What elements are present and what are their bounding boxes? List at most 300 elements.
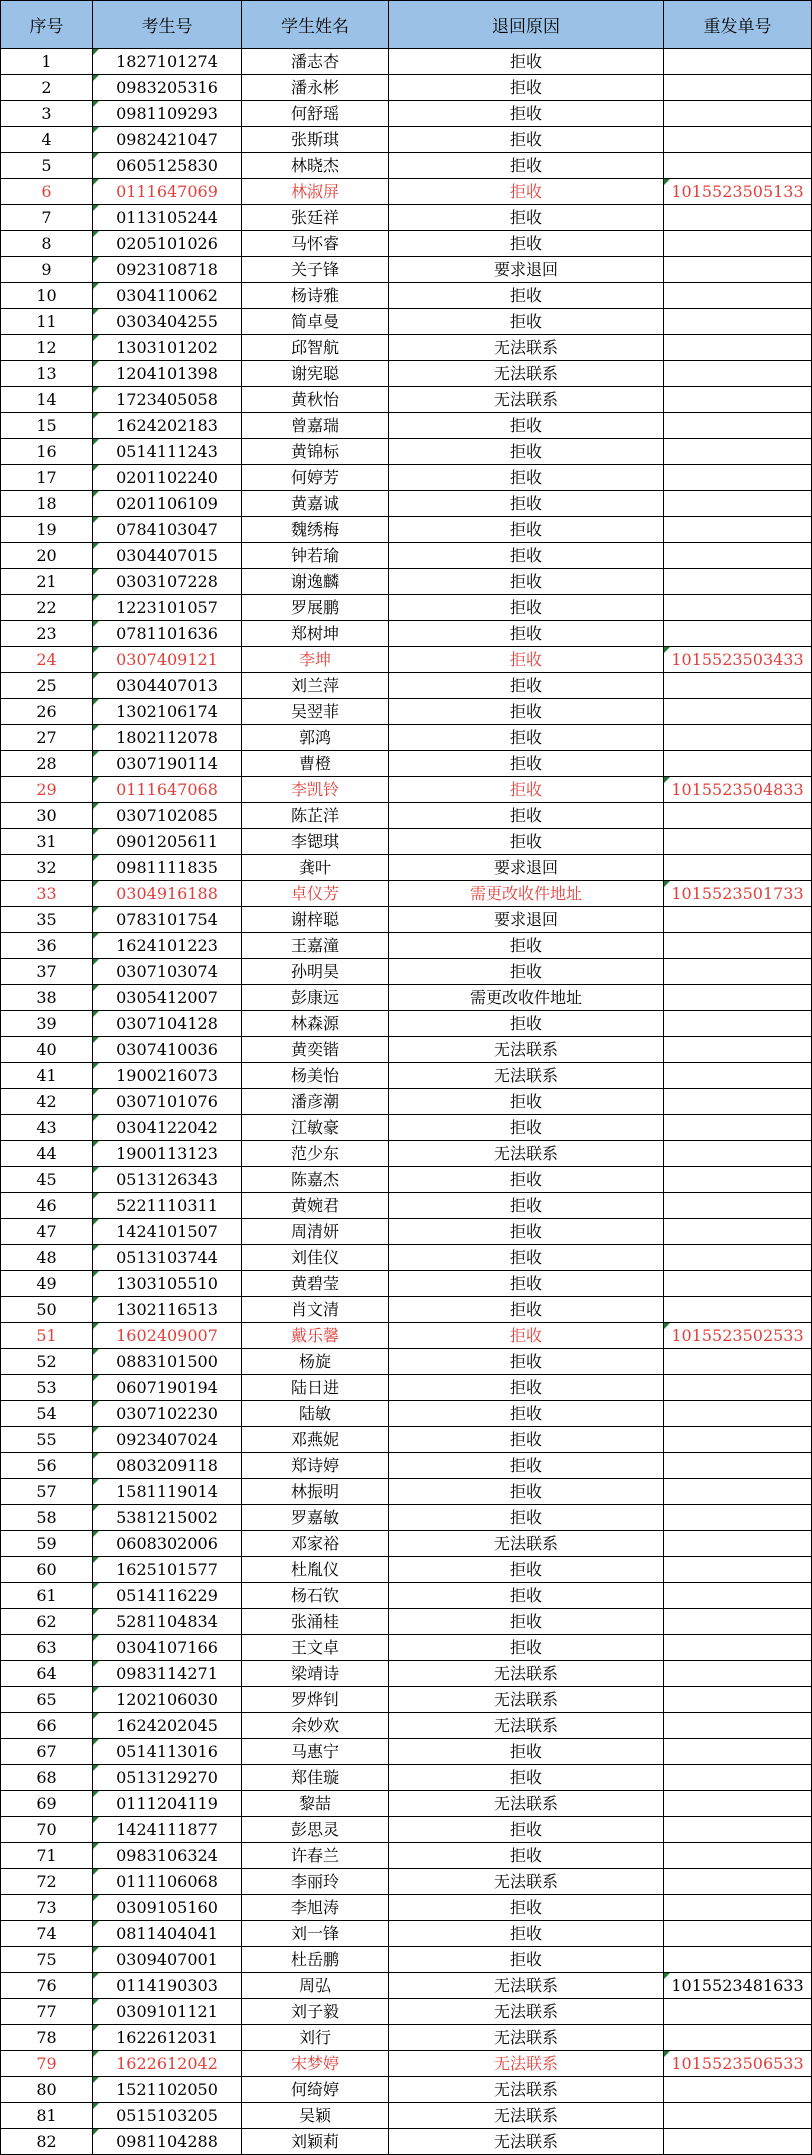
cell-resend-number[interactable] (664, 517, 812, 543)
cell-student-name[interactable]: 简卓曼 (242, 309, 389, 335)
cell-exam-id[interactable]: 0307102230 (93, 1401, 242, 1427)
cell-return-reason[interactable]: 无法联系 (389, 387, 664, 413)
cell-seq[interactable]: 55 (1, 1427, 93, 1453)
cell-resend-number[interactable] (664, 491, 812, 517)
cell-return-reason[interactable]: 无法联系 (389, 1687, 664, 1713)
cell-student-name[interactable]: 龚叶 (242, 855, 389, 881)
cell-resend-number[interactable] (664, 1453, 812, 1479)
cell-exam-id[interactable]: 5381215002 (93, 1505, 242, 1531)
cell-exam-id[interactable]: 1622612031 (93, 2025, 242, 2051)
cell-seq[interactable]: 64 (1, 1661, 93, 1687)
cell-student-name[interactable]: 陆敏 (242, 1401, 389, 1427)
cell-exam-id[interactable]: 0305412007 (93, 985, 242, 1011)
cell-exam-id[interactable]: 0514116229 (93, 1583, 242, 1609)
cell-seq[interactable]: 33 (1, 881, 93, 907)
cell-resend-number[interactable] (664, 1063, 812, 1089)
cell-exam-id[interactable]: 0201106109 (93, 491, 242, 517)
cell-exam-id[interactable]: 1624101223 (93, 933, 242, 959)
cell-resend-number[interactable]: 1015523502533 (664, 1323, 812, 1349)
cell-seq[interactable]: 52 (1, 1349, 93, 1375)
cell-student-name[interactable]: 黄碧莹 (242, 1271, 389, 1297)
cell-return-reason[interactable]: 拒收 (389, 1583, 664, 1609)
cell-exam-id[interactable]: 0983114271 (93, 1661, 242, 1687)
cell-resend-number[interactable] (664, 101, 812, 127)
cell-seq[interactable]: 74 (1, 1921, 93, 1947)
cell-seq[interactable]: 48 (1, 1245, 93, 1271)
cell-student-name[interactable]: 林晓杰 (242, 153, 389, 179)
cell-student-name[interactable]: 周弘 (242, 1973, 389, 1999)
cell-student-name[interactable]: 张廷祥 (242, 205, 389, 231)
cell-resend-number[interactable] (664, 1869, 812, 1895)
cell-return-reason[interactable]: 无法联系 (389, 2051, 664, 2077)
cell-exam-id[interactable]: 0513126343 (93, 1167, 242, 1193)
cell-student-name[interactable]: 关子锋 (242, 257, 389, 283)
header-student-name[interactable]: 学生姓名 (242, 1, 389, 49)
cell-seq[interactable]: 68 (1, 1765, 93, 1791)
cell-resend-number[interactable] (664, 387, 812, 413)
cell-resend-number[interactable] (664, 2077, 812, 2103)
cell-student-name[interactable]: 邱智航 (242, 335, 389, 361)
cell-return-reason[interactable]: 无法联系 (389, 2103, 664, 2129)
cell-return-reason[interactable]: 拒收 (389, 1375, 664, 1401)
cell-seq[interactable]: 27 (1, 725, 93, 751)
cell-seq[interactable]: 78 (1, 2025, 93, 2051)
cell-student-name[interactable]: 郭鸿 (242, 725, 389, 751)
cell-seq[interactable]: 9 (1, 257, 93, 283)
cell-return-reason[interactable]: 拒收 (389, 75, 664, 101)
cell-student-name[interactable]: 刘佳仪 (242, 1245, 389, 1271)
cell-student-name[interactable]: 林森源 (242, 1011, 389, 1037)
cell-exam-id[interactable]: 1302106174 (93, 699, 242, 725)
cell-seq[interactable]: 10 (1, 283, 93, 309)
cell-student-name[interactable]: 许春兰 (242, 1843, 389, 1869)
cell-return-reason[interactable]: 无法联系 (389, 1713, 664, 1739)
cell-student-name[interactable]: 郑佳璇 (242, 1765, 389, 1791)
cell-seq[interactable]: 79 (1, 2051, 93, 2077)
cell-exam-id[interactable]: 1303101202 (93, 335, 242, 361)
cell-student-name[interactable]: 孙明昊 (242, 959, 389, 985)
cell-student-name[interactable]: 郑诗婷 (242, 1453, 389, 1479)
cell-seq[interactable]: 16 (1, 439, 93, 465)
cell-seq[interactable]: 75 (1, 1947, 93, 1973)
cell-exam-id[interactable]: 0981111835 (93, 855, 242, 881)
cell-return-reason[interactable]: 需更改收件地址 (389, 985, 664, 1011)
cell-return-reason[interactable]: 要求退回 (389, 907, 664, 933)
cell-return-reason[interactable]: 拒收 (389, 1271, 664, 1297)
cell-exam-id[interactable]: 0307409121 (93, 647, 242, 673)
cell-resend-number[interactable] (664, 1635, 812, 1661)
cell-student-name[interactable]: 黄秋怡 (242, 387, 389, 413)
cell-exam-id[interactable]: 1802112078 (93, 725, 242, 751)
cell-resend-number[interactable] (664, 569, 812, 595)
cell-resend-number[interactable] (664, 829, 812, 855)
cell-return-reason[interactable]: 拒收 (389, 1089, 664, 1115)
cell-return-reason[interactable]: 拒收 (389, 1297, 664, 1323)
cell-student-name[interactable]: 曾嘉瑞 (242, 413, 389, 439)
cell-seq[interactable]: 23 (1, 621, 93, 647)
cell-return-reason[interactable]: 无法联系 (389, 1661, 664, 1687)
cell-seq[interactable]: 25 (1, 673, 93, 699)
cell-resend-number[interactable] (664, 1609, 812, 1635)
cell-exam-id[interactable]: 0983205316 (93, 75, 242, 101)
cell-return-reason[interactable]: 无法联系 (389, 1973, 664, 1999)
cell-resend-number[interactable] (664, 231, 812, 257)
cell-exam-id[interactable]: 0981104288 (93, 2129, 242, 2155)
cell-student-name[interactable]: 杜岳鹏 (242, 1947, 389, 1973)
cell-resend-number[interactable] (664, 985, 812, 1011)
cell-return-reason[interactable]: 无法联系 (389, 335, 664, 361)
cell-student-name[interactable]: 何婷芳 (242, 465, 389, 491)
cell-resend-number[interactable] (664, 2025, 812, 2051)
cell-student-name[interactable]: 梁靖诗 (242, 1661, 389, 1687)
cell-resend-number[interactable] (664, 621, 812, 647)
cell-student-name[interactable]: 谢梓聪 (242, 907, 389, 933)
cell-seq[interactable]: 44 (1, 1141, 93, 1167)
cell-resend-number[interactable] (664, 543, 812, 569)
cell-exam-id[interactable]: 0513103744 (93, 1245, 242, 1271)
cell-student-name[interactable]: 林淑屏 (242, 179, 389, 205)
cell-return-reason[interactable]: 拒收 (389, 1323, 664, 1349)
cell-exam-id[interactable]: 0304407015 (93, 543, 242, 569)
cell-resend-number[interactable] (664, 1843, 812, 1869)
cell-student-name[interactable]: 肖文清 (242, 1297, 389, 1323)
cell-return-reason[interactable]: 拒收 (389, 205, 664, 231)
cell-return-reason[interactable]: 需更改收件地址 (389, 881, 664, 907)
cell-seq[interactable]: 63 (1, 1635, 93, 1661)
cell-seq[interactable]: 80 (1, 2077, 93, 2103)
cell-student-name[interactable]: 杨石钦 (242, 1583, 389, 1609)
cell-return-reason[interactable]: 无法联系 (389, 2077, 664, 2103)
cell-return-reason[interactable]: 要求退回 (389, 257, 664, 283)
cell-student-name[interactable]: 杨美怡 (242, 1063, 389, 1089)
cell-seq[interactable]: 32 (1, 855, 93, 881)
cell-seq[interactable]: 42 (1, 1089, 93, 1115)
cell-seq[interactable]: 82 (1, 2129, 93, 2155)
cell-student-name[interactable]: 周清妍 (242, 1219, 389, 1245)
cell-resend-number[interactable] (664, 595, 812, 621)
cell-return-reason[interactable]: 拒收 (389, 1609, 664, 1635)
cell-seq[interactable]: 39 (1, 1011, 93, 1037)
cell-student-name[interactable]: 马惠宁 (242, 1739, 389, 1765)
cell-exam-id[interactable]: 0605125830 (93, 153, 242, 179)
cell-return-reason[interactable]: 拒收 (389, 647, 664, 673)
cell-seq[interactable]: 36 (1, 933, 93, 959)
cell-student-name[interactable]: 罗展鹏 (242, 595, 389, 621)
cell-resend-number[interactable] (664, 439, 812, 465)
cell-return-reason[interactable]: 拒收 (389, 959, 664, 985)
cell-seq[interactable]: 13 (1, 361, 93, 387)
cell-return-reason[interactable]: 拒收 (389, 621, 664, 647)
cell-student-name[interactable]: 彭康远 (242, 985, 389, 1011)
cell-exam-id[interactable]: 0307410036 (93, 1037, 242, 1063)
cell-seq[interactable]: 30 (1, 803, 93, 829)
cell-resend-number[interactable] (664, 1713, 812, 1739)
cell-exam-id[interactable]: 0784103047 (93, 517, 242, 543)
cell-exam-id[interactable]: 0307104128 (93, 1011, 242, 1037)
cell-seq[interactable]: 7 (1, 205, 93, 231)
cell-return-reason[interactable]: 拒收 (389, 673, 664, 699)
cell-exam-id[interactable]: 0309407001 (93, 1947, 242, 1973)
cell-return-reason[interactable]: 拒收 (389, 1843, 664, 1869)
cell-exam-id[interactable]: 0307190114 (93, 751, 242, 777)
cell-resend-number[interactable] (664, 751, 812, 777)
cell-seq[interactable]: 12 (1, 335, 93, 361)
cell-exam-id[interactable]: 0781101636 (93, 621, 242, 647)
cell-resend-number[interactable] (664, 2103, 812, 2129)
cell-return-reason[interactable]: 拒收 (389, 1739, 664, 1765)
cell-exam-id[interactable]: 5281104834 (93, 1609, 242, 1635)
cell-seq[interactable]: 26 (1, 699, 93, 725)
cell-seq[interactable]: 14 (1, 387, 93, 413)
cell-resend-number[interactable] (664, 1271, 812, 1297)
cell-seq[interactable]: 72 (1, 1869, 93, 1895)
cell-exam-id[interactable]: 0608302006 (93, 1531, 242, 1557)
cell-exam-id[interactable]: 0304916188 (93, 881, 242, 907)
cell-student-name[interactable]: 罗嘉敏 (242, 1505, 389, 1531)
cell-resend-number[interactable]: 1015523506533 (664, 2051, 812, 2077)
cell-exam-id[interactable]: 0607190194 (93, 1375, 242, 1401)
cell-return-reason[interactable]: 拒收 (389, 569, 664, 595)
cell-resend-number[interactable] (664, 1401, 812, 1427)
cell-student-name[interactable]: 王嘉潼 (242, 933, 389, 959)
cell-resend-number[interactable] (664, 1219, 812, 1245)
cell-seq[interactable]: 46 (1, 1193, 93, 1219)
cell-seq[interactable]: 38 (1, 985, 93, 1011)
cell-exam-id[interactable]: 0983106324 (93, 1843, 242, 1869)
cell-return-reason[interactable]: 拒收 (389, 1219, 664, 1245)
cell-exam-id[interactable]: 0309101121 (93, 1999, 242, 2025)
cell-return-reason[interactable]: 拒收 (389, 491, 664, 517)
cell-exam-id[interactable]: 0923108718 (93, 257, 242, 283)
cell-exam-id[interactable]: 1625101577 (93, 1557, 242, 1583)
cell-exam-id[interactable]: 1521102050 (93, 2077, 242, 2103)
cell-resend-number[interactable] (664, 1895, 812, 1921)
cell-student-name[interactable]: 黄奕锴 (242, 1037, 389, 1063)
cell-seq[interactable]: 4 (1, 127, 93, 153)
cell-seq[interactable]: 50 (1, 1297, 93, 1323)
cell-student-name[interactable]: 宋梦婷 (242, 2051, 389, 2077)
cell-resend-number[interactable]: 1015523481633 (664, 1973, 812, 1999)
cell-seq[interactable]: 71 (1, 1843, 93, 1869)
cell-return-reason[interactable]: 无法联系 (389, 1141, 664, 1167)
cell-seq[interactable]: 66 (1, 1713, 93, 1739)
cell-return-reason[interactable]: 拒收 (389, 1947, 664, 1973)
cell-student-name[interactable]: 余妙欢 (242, 1713, 389, 1739)
cell-resend-number[interactable] (664, 1557, 812, 1583)
cell-exam-id[interactable]: 0307101076 (93, 1089, 242, 1115)
cell-seq[interactable]: 1 (1, 49, 93, 75)
cell-return-reason[interactable]: 拒收 (389, 933, 664, 959)
cell-exam-id[interactable]: 1900216073 (93, 1063, 242, 1089)
cell-student-name[interactable]: 谢逸麟 (242, 569, 389, 595)
cell-exam-id[interactable]: 1602409007 (93, 1323, 242, 1349)
cell-return-reason[interactable]: 拒收 (389, 829, 664, 855)
cell-seq[interactable]: 51 (1, 1323, 93, 1349)
cell-seq[interactable]: 17 (1, 465, 93, 491)
cell-student-name[interactable]: 李凯铃 (242, 777, 389, 803)
cell-student-name[interactable]: 陈嘉杰 (242, 1167, 389, 1193)
cell-seq[interactable]: 47 (1, 1219, 93, 1245)
cell-resend-number[interactable] (664, 75, 812, 101)
cell-seq[interactable]: 11 (1, 309, 93, 335)
cell-student-name[interactable]: 郑树坤 (242, 621, 389, 647)
cell-seq[interactable]: 60 (1, 1557, 93, 1583)
cell-resend-number[interactable] (664, 465, 812, 491)
cell-exam-id[interactable]: 0515103205 (93, 2103, 242, 2129)
cell-student-name[interactable]: 刘颖莉 (242, 2129, 389, 2155)
cell-exam-id[interactable]: 1723405058 (93, 387, 242, 413)
cell-return-reason[interactable]: 无法联系 (389, 1037, 664, 1063)
cell-student-name[interactable]: 黎喆 (242, 1791, 389, 1817)
cell-exam-id[interactable]: 0307102085 (93, 803, 242, 829)
cell-exam-id[interactable]: 1424101507 (93, 1219, 242, 1245)
cell-resend-number[interactable] (664, 1167, 812, 1193)
cell-exam-id[interactable]: 1624202045 (93, 1713, 242, 1739)
header-resend-number[interactable]: 重发单号 (664, 1, 812, 49)
cell-seq[interactable]: 8 (1, 231, 93, 257)
cell-student-name[interactable]: 范少东 (242, 1141, 389, 1167)
cell-student-name[interactable]: 陈芷洋 (242, 803, 389, 829)
cell-resend-number[interactable] (664, 335, 812, 361)
cell-seq[interactable]: 61 (1, 1583, 93, 1609)
cell-student-name[interactable]: 邓燕妮 (242, 1427, 389, 1453)
header-seq[interactable]: 序号 (1, 1, 93, 49)
cell-resend-number[interactable] (664, 309, 812, 335)
cell-student-name[interactable]: 杨旋 (242, 1349, 389, 1375)
cell-student-name[interactable]: 钟若瑜 (242, 543, 389, 569)
cell-student-name[interactable]: 杨诗雅 (242, 283, 389, 309)
cell-student-name[interactable]: 李旭涛 (242, 1895, 389, 1921)
cell-exam-id[interactable]: 0514111243 (93, 439, 242, 465)
cell-exam-id[interactable]: 5221110311 (93, 1193, 242, 1219)
cell-return-reason[interactable]: 无法联系 (389, 1999, 664, 2025)
cell-return-reason[interactable]: 拒收 (389, 1635, 664, 1661)
cell-seq[interactable]: 62 (1, 1609, 93, 1635)
cell-return-reason[interactable]: 拒收 (389, 1557, 664, 1583)
cell-seq[interactable]: 70 (1, 1817, 93, 1843)
cell-return-reason[interactable]: 拒收 (389, 1765, 664, 1791)
cell-return-reason[interactable]: 拒收 (389, 1011, 664, 1037)
cell-return-reason[interactable]: 拒收 (389, 1895, 664, 1921)
cell-exam-id[interactable]: 0901205611 (93, 829, 242, 855)
cell-return-reason[interactable]: 要求退回 (389, 855, 664, 881)
cell-return-reason[interactable]: 无法联系 (389, 2129, 664, 2155)
cell-seq[interactable]: 31 (1, 829, 93, 855)
cell-student-name[interactable]: 张斯琪 (242, 127, 389, 153)
cell-resend-number[interactable] (664, 803, 812, 829)
header-return-reason[interactable]: 退回原因 (389, 1, 664, 49)
cell-return-reason[interactable]: 拒收 (389, 543, 664, 569)
cell-resend-number[interactable] (664, 1141, 812, 1167)
cell-return-reason[interactable]: 拒收 (389, 153, 664, 179)
cell-resend-number[interactable] (664, 725, 812, 751)
cell-student-name[interactable]: 谢宪聪 (242, 361, 389, 387)
cell-exam-id[interactable]: 1223101057 (93, 595, 242, 621)
cell-resend-number[interactable] (664, 1193, 812, 1219)
cell-exam-id[interactable]: 1424111877 (93, 1817, 242, 1843)
cell-return-reason[interactable]: 拒收 (389, 1479, 664, 1505)
cell-exam-id[interactable]: 0304110062 (93, 283, 242, 309)
cell-student-name[interactable]: 江敏豪 (242, 1115, 389, 1141)
cell-return-reason[interactable]: 拒收 (389, 179, 664, 205)
cell-exam-id[interactable]: 1302116513 (93, 1297, 242, 1323)
cell-student-name[interactable]: 刘行 (242, 2025, 389, 2051)
cell-exam-id[interactable]: 0303107228 (93, 569, 242, 595)
cell-student-name[interactable]: 吴颖 (242, 2103, 389, 2129)
cell-exam-id[interactable]: 0309105160 (93, 1895, 242, 1921)
cell-exam-id[interactable]: 0111647069 (93, 179, 242, 205)
cell-resend-number[interactable]: 1015523505133 (664, 179, 812, 205)
cell-resend-number[interactable] (664, 1531, 812, 1557)
header-exam-id[interactable]: 考生号 (93, 1, 242, 49)
cell-exam-id[interactable]: 0304122042 (93, 1115, 242, 1141)
cell-return-reason[interactable]: 拒收 (389, 1817, 664, 1843)
cell-student-name[interactable]: 张涌桂 (242, 1609, 389, 1635)
cell-exam-id[interactable]: 0981109293 (93, 101, 242, 127)
cell-resend-number[interactable] (664, 361, 812, 387)
cell-exam-id[interactable]: 1827101274 (93, 49, 242, 75)
cell-return-reason[interactable]: 拒收 (389, 751, 664, 777)
cell-seq[interactable]: 45 (1, 1167, 93, 1193)
cell-student-name[interactable]: 彭思灵 (242, 1817, 389, 1843)
cell-student-name[interactable]: 刘子毅 (242, 1999, 389, 2025)
cell-seq[interactable]: 15 (1, 413, 93, 439)
cell-exam-id[interactable]: 0201102240 (93, 465, 242, 491)
cell-resend-number[interactable] (664, 1297, 812, 1323)
cell-return-reason[interactable]: 拒收 (389, 439, 664, 465)
cell-student-name[interactable]: 李坤 (242, 647, 389, 673)
cell-resend-number[interactable] (664, 959, 812, 985)
cell-student-name[interactable]: 王文卓 (242, 1635, 389, 1661)
cell-resend-number[interactable] (664, 257, 812, 283)
cell-student-name[interactable]: 李丽玲 (242, 1869, 389, 1895)
cell-return-reason[interactable]: 拒收 (389, 127, 664, 153)
cell-resend-number[interactable] (664, 1011, 812, 1037)
cell-seq[interactable]: 81 (1, 2103, 93, 2129)
cell-resend-number[interactable] (664, 855, 812, 881)
cell-return-reason[interactable]: 无法联系 (389, 1063, 664, 1089)
cell-resend-number[interactable] (664, 1037, 812, 1063)
cell-return-reason[interactable]: 拒收 (389, 1115, 664, 1141)
cell-student-name[interactable]: 黄锦标 (242, 439, 389, 465)
cell-resend-number[interactable] (664, 1375, 812, 1401)
cell-exam-id[interactable]: 0307103074 (93, 959, 242, 985)
cell-exam-id[interactable]: 1204101398 (93, 361, 242, 387)
cell-student-name[interactable]: 曹橙 (242, 751, 389, 777)
cell-seq[interactable]: 54 (1, 1401, 93, 1427)
cell-return-reason[interactable]: 拒收 (389, 231, 664, 257)
cell-return-reason[interactable]: 拒收 (389, 777, 664, 803)
cell-seq[interactable]: 20 (1, 543, 93, 569)
cell-exam-id[interactable]: 0982421047 (93, 127, 242, 153)
cell-resend-number[interactable] (664, 205, 812, 231)
cell-seq[interactable]: 53 (1, 1375, 93, 1401)
cell-seq[interactable]: 35 (1, 907, 93, 933)
cell-exam-id[interactable]: 0114190303 (93, 1973, 242, 1999)
cell-resend-number[interactable] (664, 1115, 812, 1141)
cell-return-reason[interactable]: 拒收 (389, 1167, 664, 1193)
cell-student-name[interactable]: 戴乐馨 (242, 1323, 389, 1349)
cell-seq[interactable]: 2 (1, 75, 93, 101)
cell-exam-id[interactable]: 0304107166 (93, 1635, 242, 1661)
cell-student-name[interactable]: 卓仪芳 (242, 881, 389, 907)
cell-exam-id[interactable]: 0111204119 (93, 1791, 242, 1817)
cell-seq[interactable]: 19 (1, 517, 93, 543)
cell-seq[interactable]: 58 (1, 1505, 93, 1531)
cell-resend-number[interactable] (664, 1583, 812, 1609)
cell-seq[interactable]: 21 (1, 569, 93, 595)
cell-resend-number[interactable] (664, 283, 812, 309)
